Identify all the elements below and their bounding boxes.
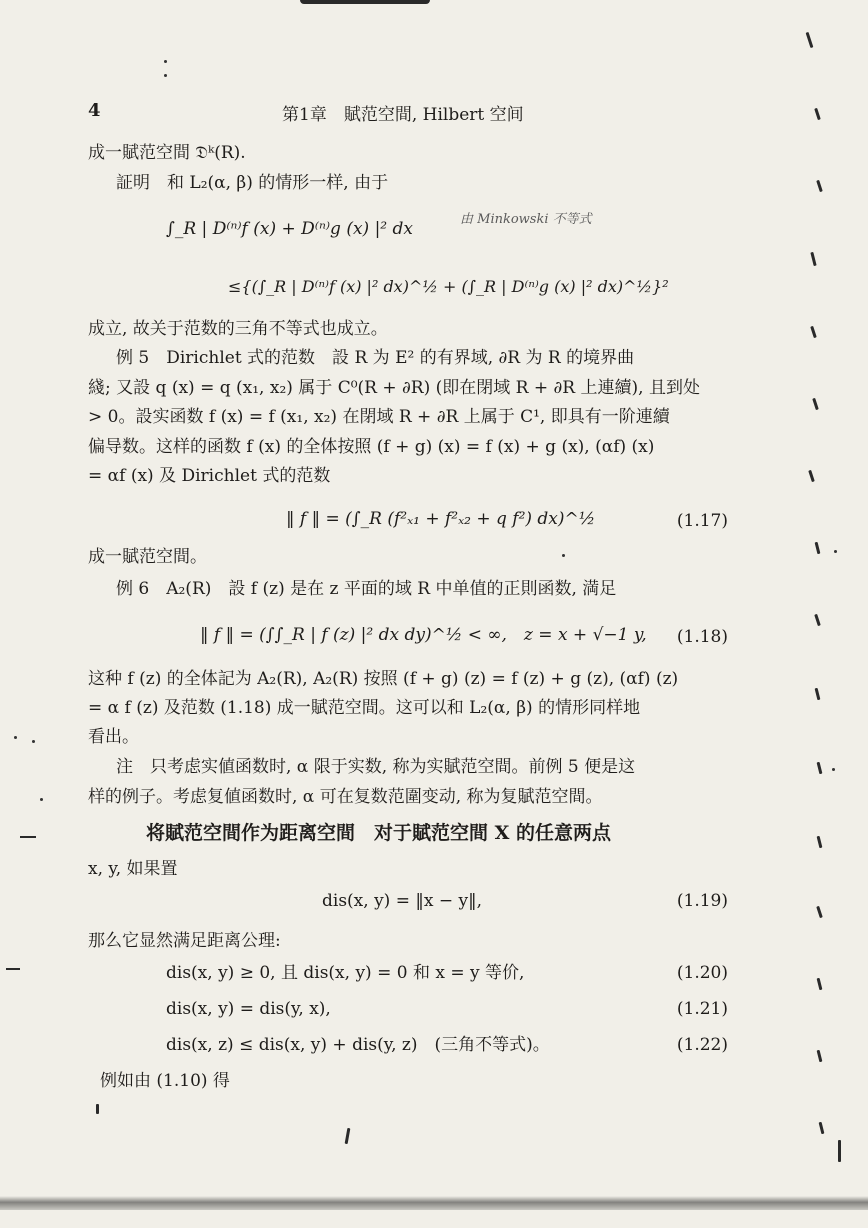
equation-number: (1.21) [676, 999, 728, 1019]
note-line: 注 只考虑实値函数时, α 限于实数, 称为实賦范空間。前例 5 便是这 [116, 757, 636, 777]
text-line: = α f (z) 及范数 (1.18) 成一賦范空間。这可以和 L₂(α, β) 的情形同样地 [88, 698, 641, 718]
scan-speck [164, 60, 167, 63]
equation-number: (1.22) [676, 1035, 728, 1055]
scan-speck [562, 554, 565, 557]
text-line: 綫; 又設 q (x) = q (x₁, x₂) 属于 C⁰(R + ∂R) (即在閉域 R + ∂R 上連續), 且到处 [88, 378, 700, 398]
scan-mark [817, 978, 823, 990]
proof-line: 証明 和 L₂(α, β) 的情形一样, 由于 [116, 173, 389, 193]
scan-mark [817, 762, 823, 774]
running-title: 第1章 賦范空間, Hilbert 空间 [282, 105, 524, 125]
binding-mark [300, 0, 430, 4]
scan-mark [816, 180, 823, 192]
equation-number: (1.18) [676, 627, 728, 647]
scan-mark [814, 108, 821, 120]
text-line: 这种 f (z) 的全体記为 A₂(R), A₂(R) 按照 (f + g) (z) = f (z) + g (z), (αf) (z) [88, 669, 679, 689]
section-heading: 将賦范空間作为距离空間 对于賦范空間 X 的任意两点 [146, 822, 611, 844]
equation-1-18: ‖ f ‖ = (∫∫_R | f (z) |² dx dy)^½ < ∞, z = x + √−1 y, [200, 625, 647, 645]
equation-1-22: dis(x, z) ≤ dis(x, y) + dis(y, z) (三角不等式)。 [166, 1035, 550, 1055]
text-line: 看出。 [88, 727, 139, 747]
equation-1-19: dis(x, y) = ‖x − y‖, [322, 891, 483, 911]
scan-mark [812, 398, 819, 410]
scan-mark [6, 968, 20, 970]
scan-mark [808, 470, 815, 482]
handwritten-annotation: 由 Minkowski 不等式 [460, 212, 592, 227]
scan-speck [40, 798, 43, 801]
text-line: 例如由 (1.10) 得 [100, 1071, 230, 1091]
scan-mark [345, 1128, 351, 1144]
text-line: 成立, 故关于范数的三角不等式也成立。 [88, 319, 388, 339]
scan-mark [810, 326, 817, 338]
scan-mark [819, 1122, 825, 1134]
equation-number: (1.19) [676, 891, 728, 911]
equation-1-21: dis(x, y) = dis(y, x), [166, 999, 331, 1019]
text-line: 成一賦范空間。 [88, 547, 207, 567]
text-line: 成一賦范空間 𝔇ᵏ(R). [88, 143, 246, 163]
scan-mark [810, 252, 816, 266]
text-line: 那么它显然满足距离公理: [88, 931, 281, 951]
scan-speck [164, 74, 167, 77]
equation-1-20: dis(x, y) ≥ 0, 且 dis(x, y) = 0 和 x = y 等价, [166, 963, 525, 983]
scan-speck [832, 768, 835, 771]
page-number: 4 [88, 100, 101, 121]
scan-speck [32, 740, 35, 743]
text-line: x, y, 如果置 [88, 859, 178, 879]
text-line: 样的例子。考虑复値函数时, α 可在复数范圍变动, 称为复賦范空間。 [88, 787, 603, 807]
scan-mark [838, 1140, 841, 1162]
scan-mark [816, 906, 823, 918]
scan-mark [817, 1050, 823, 1062]
scan-mark [20, 836, 36, 838]
equation-integral: ∫_R | D⁽ⁿ⁾f (x) + D⁽ⁿ⁾g (x) |² dx [166, 219, 413, 239]
scan-mark [96, 1104, 99, 1114]
text-line: 偏导数。这样的函数 f (x) 的全体按照 (f + g) (x) = f (x) + g (x), (αf) (x) [88, 437, 655, 457]
equation-1-17: ‖ f ‖ = (∫_R (f²ₓ₁ + f²ₓ₂ + q f²) dx)^½ [286, 509, 596, 529]
equation-number: (1.17) [676, 511, 728, 531]
equation-number: (1.20) [676, 963, 728, 983]
text-line: > 0。設实函数 f (x) = f (x₁, x₂) 在閉域 R + ∂R 上属于 C¹, 即具有一阶連續 [88, 407, 670, 427]
example-5-heading: 例 5 Dirichlet 式的范数 設 R 为 E² 的有界域, ∂R 为 R 的境界曲 [116, 348, 635, 368]
page-bottom-edge [0, 1196, 868, 1210]
equation-minkowski: ≤{(∫_R | D⁽ⁿ⁾f (x) |² dx)^½ + (∫_R | D⁽ⁿ⁾g (x) |² dx)^½}² [228, 277, 669, 296]
scan-mark [806, 32, 814, 48]
scan-mark [815, 688, 821, 700]
scan-mark [814, 614, 821, 626]
text-line: = αf (x) 及 Dirichlet 式的范数 [88, 466, 331, 486]
scan-mark [815, 542, 821, 554]
scan-speck [14, 736, 17, 739]
scan-speck [834, 550, 837, 553]
example-6-heading: 例 6 A₂(R) 設 f (z) 是在 z 平面的域 R 中单值的正則函数, 満足 [116, 579, 617, 599]
scan-mark [817, 836, 823, 848]
